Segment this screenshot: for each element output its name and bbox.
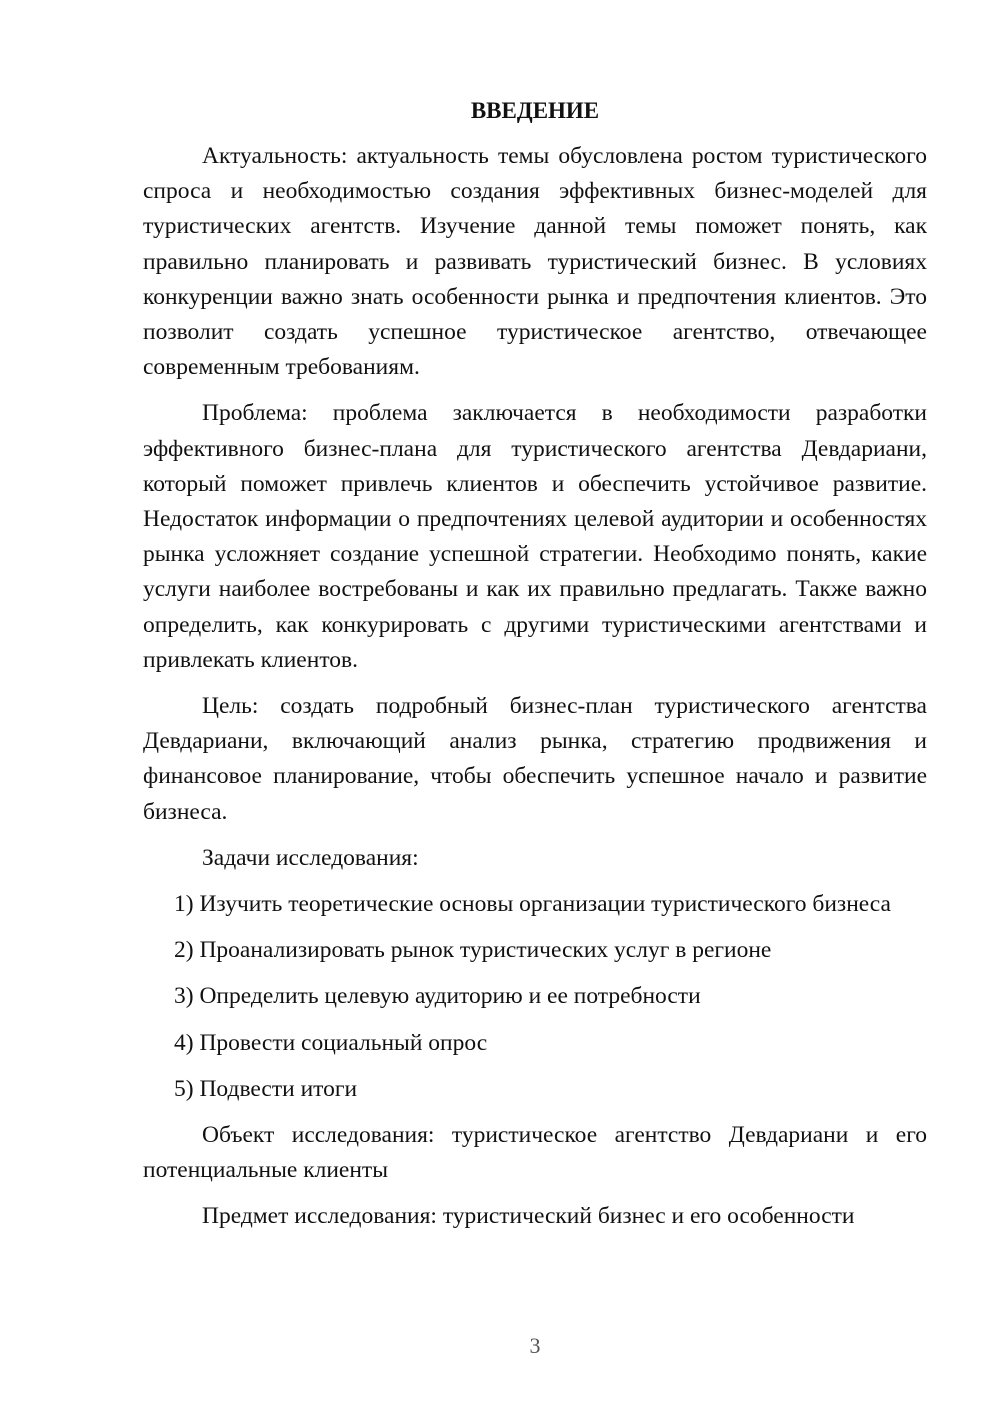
page-number: 3: [529, 1333, 541, 1358]
paragraph-goal: Цель: создать подробный бизнес-план туристического агентства Девдариани, включающий анализ рынка, стратегию продвижения и финансовое планирование, чтобы обеспечить успешное начало и развитие бизнеса.: [143, 693, 927, 825]
paragraph-object: Объект исследования: туристическое агентство Девдариани и его потенциальные клиенты: [143, 1122, 927, 1184]
task-item-2: 2) Проанализировать рынок туристических услуг в регионе: [174, 937, 772, 964]
task-item-1: 1) Изучить теоретические основы организации туристического бизнеса: [174, 891, 891, 918]
paragraph-subject: Предмет исследования: туристический бизнес и его особенности: [202, 1203, 855, 1230]
paragraph-problem: Проблема: проблема заключается в необходимости разработки эффективного бизнес-плана для туристического агентства Девдариани, который поможет привлечь клиентов и обеспечить устойчивое развитие. Недостаток информации о предпочтениях целевой аудитории и особенностях рынка усложняет создание успешной стратегии. Необходимо понять, какие услуги наиболее востребованы и как их правильно предлагать. Также важно определить, как конкурировать с другими туристическими агентствами и привлекать клиентов.: [143, 400, 927, 673]
section-title: ВВЕДЕНИЕ: [470, 98, 600, 123]
task-item-5: 5) Подвести итоги: [174, 1075, 358, 1102]
task-item-4: 4) Провести социальный опрос: [174, 1029, 488, 1056]
paragraph-tasks-heading: Задачи исследования:: [202, 844, 419, 871]
paragraph-relevance: Актуальность: актуальность темы обусловлена ростом туристического спроса и необходимостью создания эффективных бизнес-моделей для туристических агентств. Изучение данной темы поможет понять, как правильно планировать и развивать туристический бизнес. В условиях конкуренции важно знать особенности рынка и предпочтения клиентов. Это позволит создать успешное туристическое агентство, отвечающее современным требованиям.: [143, 143, 927, 381]
page-content: [143, 95, 927, 1246]
task-item-3: 3) Определить целевую аудиторию и ее потребности: [174, 983, 701, 1010]
